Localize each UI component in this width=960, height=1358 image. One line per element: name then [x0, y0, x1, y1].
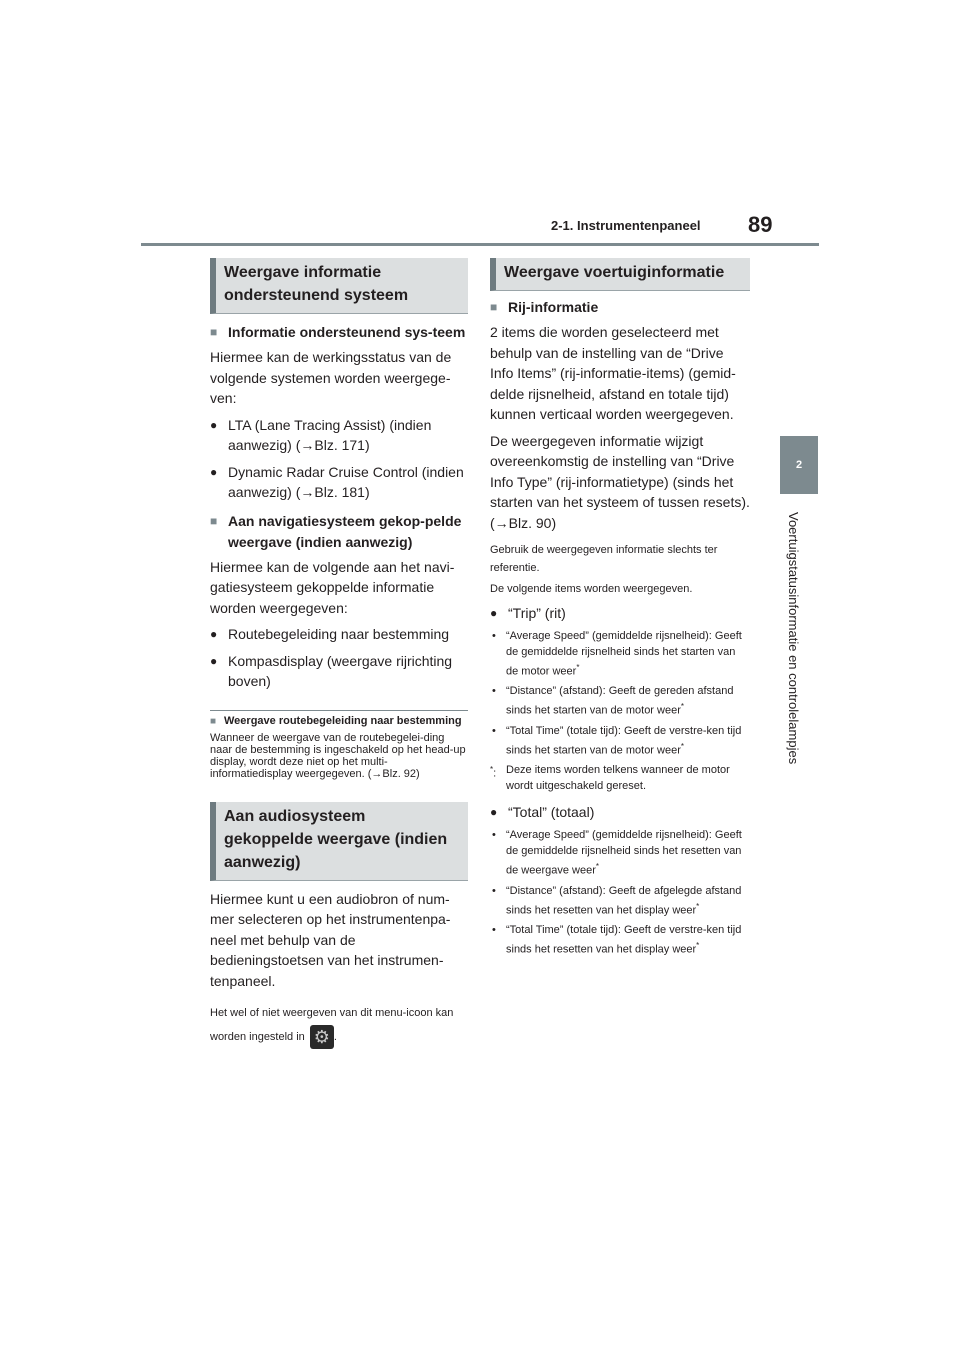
- gear-icon: ⚙: [310, 1025, 334, 1049]
- left-column: [210, 258, 468, 1049]
- list-item: ● Dynamic Radar Cruise Control (indien aanwezig) (→Blz. 181): [210, 462, 468, 503]
- total-item: • “Total Time” (totale tijd): Geeft de verstre-ken tijd sinds het resetten van het display weer*: [490, 922, 750, 958]
- chapter-tab: 2: [780, 436, 818, 494]
- footnote: *: Deze items worden telkens wanneer de motor wordt uitgeschakeld gereset.: [490, 764, 730, 793]
- list-item-trip: ● “Trip” (rit): [490, 603, 750, 624]
- paragraph: Hiermee kan de werkingsstatus van de volgende systemen worden weergege-ven:: [210, 349, 452, 406]
- note-heading: ■ Weergave routebegeleiding naar bestemming: [210, 715, 468, 728]
- section-heading-support-info: Weergave informatie ondersteunend systeem: [210, 258, 468, 314]
- trip-item: • “Average Speed” (gemiddelde rijsnelheid): Geeft de gemiddelde rijsnelheid sinds het starten van de motor weer*: [490, 628, 750, 680]
- section-heading-vehicle-info: Weergave voertuiginformatie: [490, 258, 750, 291]
- trip-item: • “Total Time” (totale tijd): Geeft de verstre-ken tijd sinds het starten van de motor weer*: [490, 723, 750, 759]
- small-note-text: Het wel of niet weergeven van dit menu-icoon kan worden ingesteld in: [210, 1007, 454, 1043]
- trip-item: • “Distance” (afstand): Geeft de gereden afstand sinds het starten van de motor weer*: [490, 683, 750, 719]
- paragraph: 2 items die worden geselecteerd met behulp van de instelling van de “Drive Info Items” (rij-informatie-items) (gemid-delde rijsnelheid, afstand en totale tijd) kunnen verticaal worden weergegeven.: [490, 324, 736, 422]
- small-note: Het wel of niet weergeven van dit menu-icoon kan worden ingesteld in ⚙ .: [210, 1007, 454, 1048]
- page-number: 89: [748, 212, 773, 237]
- small-note: Gebruik de weergegeven informatie slechts ter referentie.: [490, 544, 718, 574]
- subheading-drive-info: ■ Rij-informatie: [490, 297, 750, 318]
- total-item: • “Distance” (afstand): Geeft de afgelegde afstand sinds het resetten van het display weer*: [490, 883, 750, 919]
- section-heading-audio: Aan audiosysteem gekoppelde weergave (indien aanwezig): [210, 802, 468, 881]
- subheading-support-info: ■ Informatie ondersteunend sys-teem: [210, 322, 468, 343]
- total-item: • “Average Speed” (gemiddelde rijsnelheid): Geeft de gemiddelde rijsnelheid sinds het resetten van de weergave weer*: [490, 827, 750, 879]
- subheading-navigation: ■ Aan navigatiesysteem gekop-pelde weergave (indien aanwezig): [210, 511, 468, 553]
- list-item: ● LTA (Lane Tracing Assist) (indien aanwezig) (→Blz. 171): [210, 415, 468, 456]
- paragraph: Hiermee kunt u een audiobron of num-mer selecteren op het instrumentenpa-neel met behulp van de bedieningstoetsen van het instrumen-tenpaneel.: [210, 890, 451, 989]
- small-note: De volgende items worden weergegeven.: [490, 583, 693, 595]
- note-text: Wanneer de weergave van de routebegelei-ding naar de bestemming is ingeschakeld op het head-up display, wordt deze niet op het multi-informatiedisplay weergegeven. (→Blz. 92): [210, 731, 466, 780]
- right-column: [490, 258, 750, 958]
- chapter-tab-label: Voertuigstatusinformatie en controlelampjes: [786, 512, 801, 765]
- paragraph: De weergegeven informatie wijzigt overeenkomstig de instelling van “Drive Info Type” (rij-informatietype) (sinds het starten van het systeem of tussen resets). (→Blz. 90): [490, 432, 750, 531]
- list-item: ● Kompasdisplay (weergave rijrichting boven): [210, 651, 468, 692]
- note-divider: [210, 710, 468, 711]
- header-section-title: 2-1. Instrumentenpaneel: [551, 218, 701, 233]
- header-rule: [141, 243, 819, 246]
- list-item: ● Routebegeleiding naar bestemming: [210, 624, 468, 645]
- paragraph: Hiermee kan de volgende aan het navi-gatiesysteem gekoppelde informatie worden weergegeven:: [210, 558, 455, 616]
- list-item-total: ● “Total” (totaal): [490, 802, 750, 823]
